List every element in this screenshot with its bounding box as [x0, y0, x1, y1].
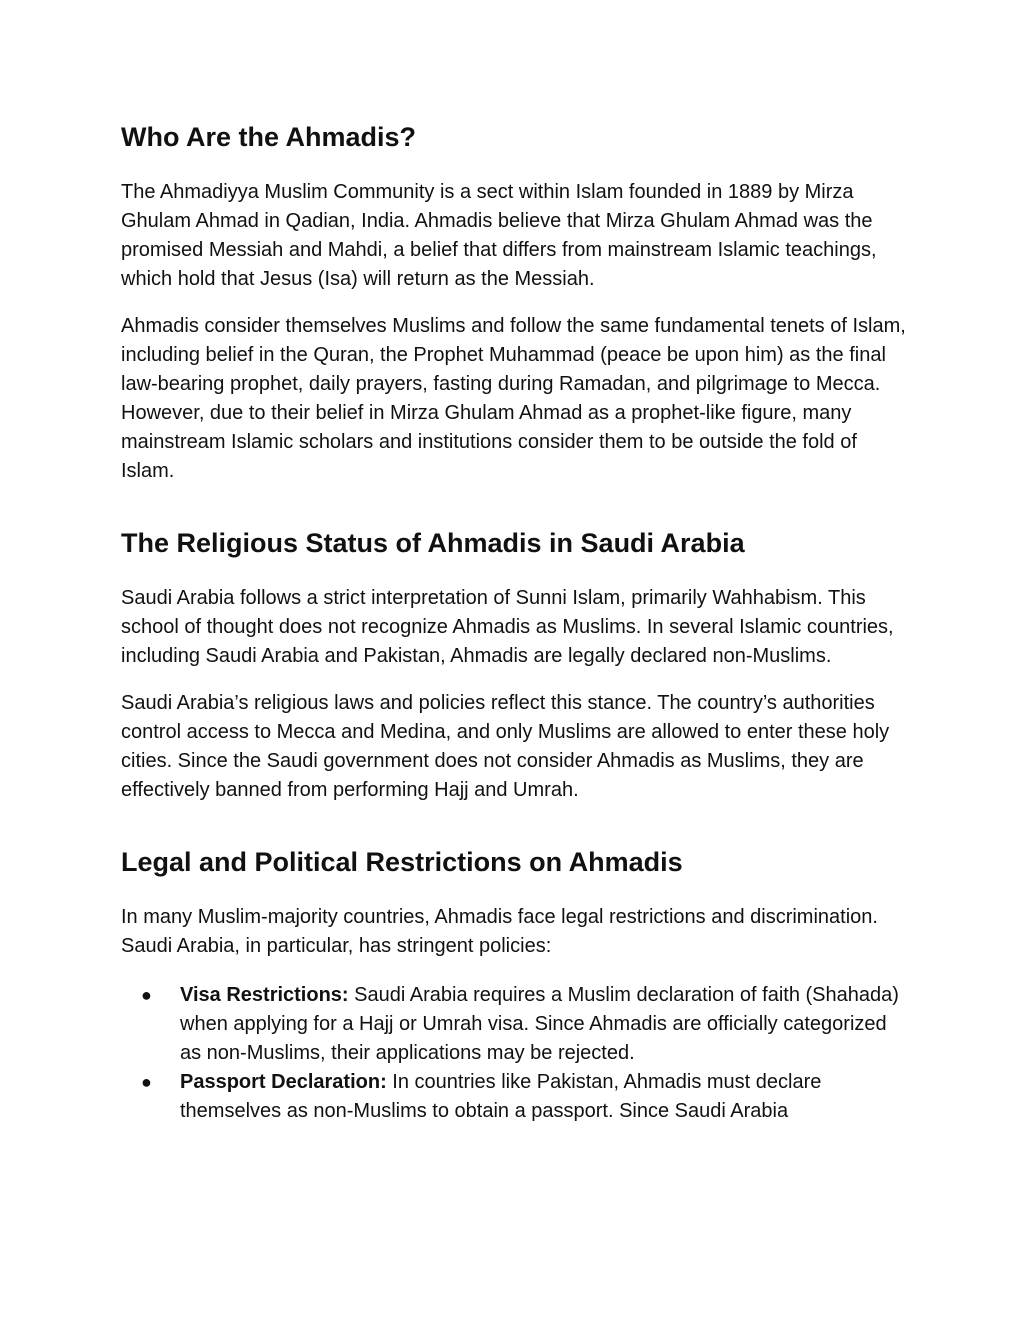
bullet-icon: ●: [141, 985, 152, 1005]
paragraph: Ahmadis consider themselves Muslims and follow the same fundamental tenets of Islam, including belief in the Quran, the Prophet Muhammad (peace be upon him) as the final law-bearing prophet, daily prayers, fasting during Ramadan, and pilgrimage to Mecca. However, due to their belief in Mirza Ghulam Ahmad as a prophet-like figure, many mainstream Islamic scholars and institutions consider them to be outside the fold of Islam.: [121, 315, 906, 482]
document-page: [121, 118, 911, 1126]
list-item: [121, 1068, 911, 1126]
section-heading: Legal and Political Restrictions on Ahmadis: [121, 847, 683, 877]
section-heading: The Religious Status of Ahmadis in Saudi Arabia: [121, 528, 745, 558]
section-heading: Who Are the Ahmadis?: [121, 122, 417, 152]
paragraph: In many Muslim-majority countries, Ahmadis face legal restrictions and discrimination. Saudi Arabia, in particular, has stringent policies:: [121, 906, 878, 957]
list-item-term: Passport Declaration:: [180, 1071, 387, 1093]
list-item: [121, 981, 911, 1068]
list-item-term: Visa Restrictions:: [180, 984, 349, 1006]
paragraph: Saudi Arabia’s religious laws and policies reflect this stance. The country’s authorities control access to Mecca and Medina, and only Muslims are allowed to enter these holy cities. Since the Saudi government does not consider Ahmadis as Muslims, they are effectively banned from performing Hajj and Umrah.: [121, 692, 890, 801]
list-item-text: In countries like Pakistan, Ahmadis must declare themselves as non-Muslims to obtain a passport. Since Saudi Arabia: [180, 1071, 822, 1122]
paragraph: The Ahmadiyya Muslim Community is a sect within Islam founded in 1889 by Mirza Ghulam Ahmad in Qadian, India. Ahmadis believe that Mirza Ghulam Ahmad was the promised Messiah and Mahdi, a belief that differs from mainstream Islamic teachings, which hold that Jesus (Isa) will return as the Messiah.: [121, 181, 877, 290]
bullet-list: [121, 981, 911, 1126]
paragraph: Saudi Arabia follows a strict interpretation of Sunni Islam, primarily Wahhabism. This school of thought does not recognize Ahmadis as Muslims. In several Islamic countries, including Saudi Arabia and Pakistan, Ahmadis are legally declared non-Muslims.: [121, 587, 894, 667]
bullet-icon: ●: [141, 1072, 152, 1092]
list-item-text: Saudi Arabia requires a Muslim declaration of faith (Shahada) when applying for a Hajj or Umrah visa. Since Ahmadis are officially categorized as non-Muslims, their applications may be rejected.: [180, 984, 899, 1064]
